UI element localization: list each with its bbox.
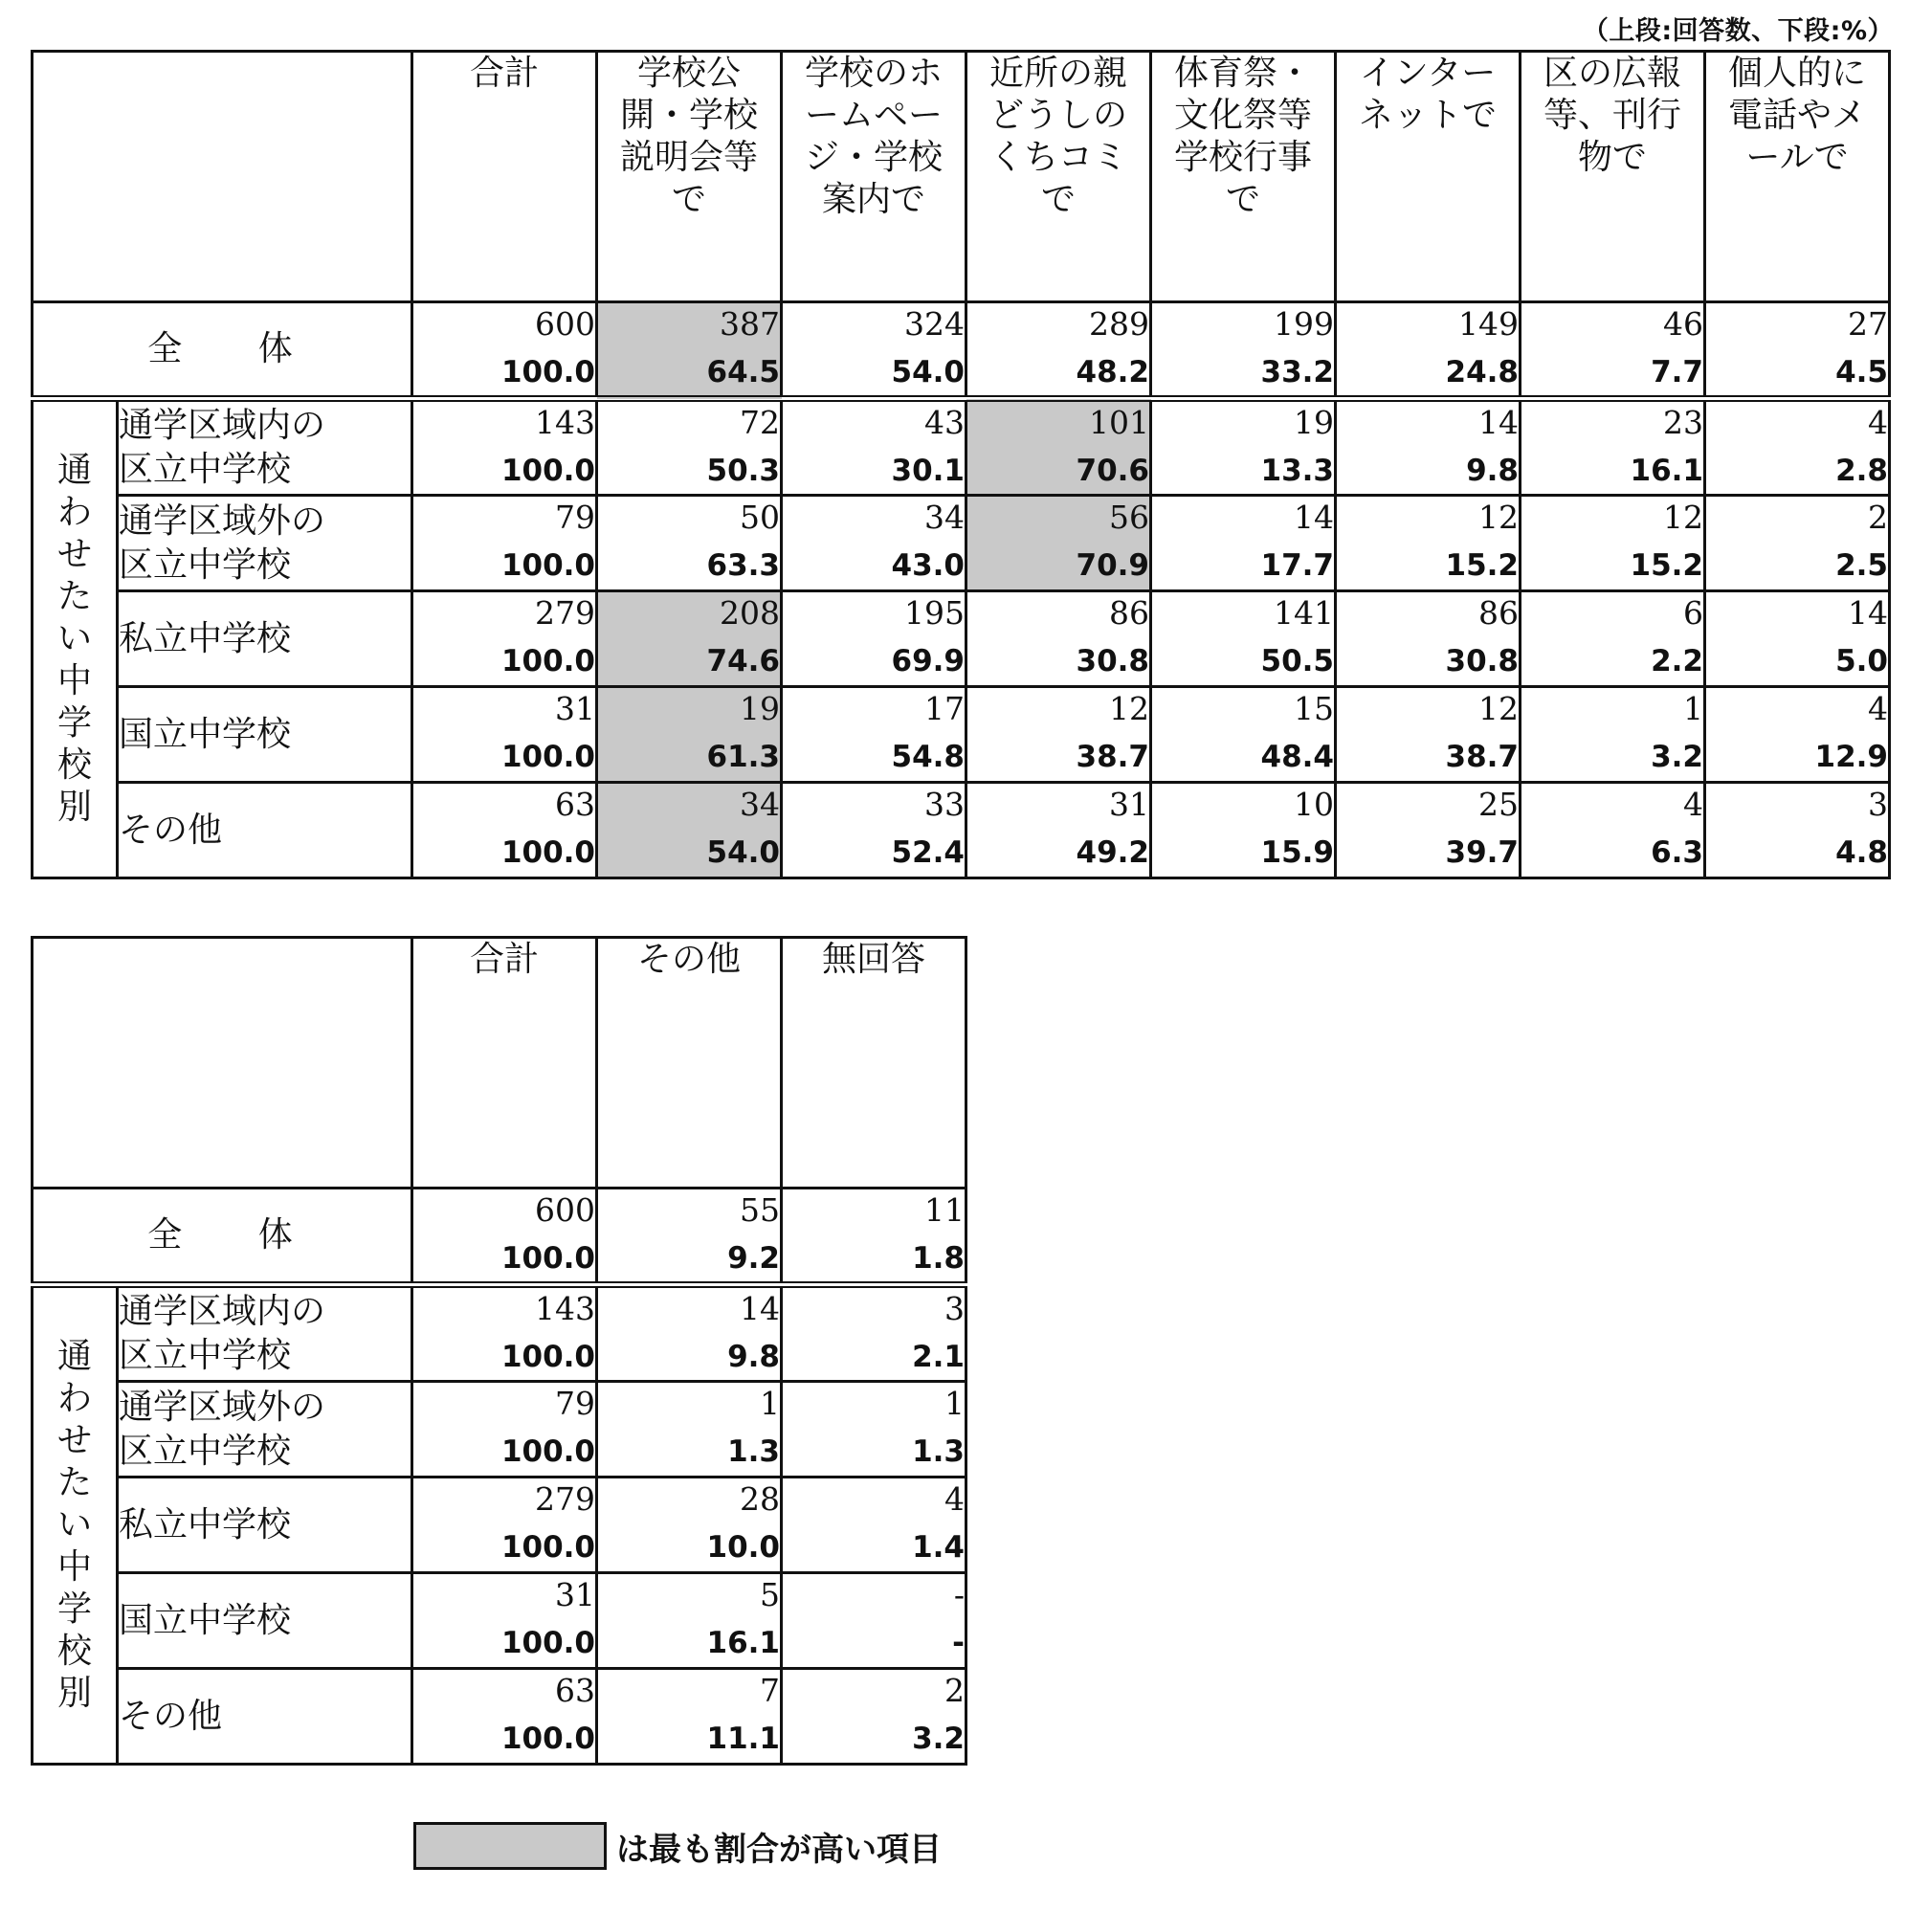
percent-value: 30.8 — [1445, 644, 1519, 678]
data-cell — [1336, 399, 1521, 496]
data-cell — [1521, 302, 1705, 399]
row-label-line: 区立中学校 — [119, 450, 292, 489]
percent-value: 24.8 — [1445, 355, 1519, 389]
percent-value: 64.5 — [706, 355, 780, 389]
count-value: 279 — [535, 594, 595, 632]
percent-value: 13.3 — [1260, 454, 1334, 488]
row-group-char: 別 — [56, 788, 92, 827]
row-label — [118, 496, 412, 591]
data-cell — [966, 783, 1151, 878]
survey-table-others — [31, 936, 967, 1766]
table-row — [33, 783, 1890, 878]
count-value: 3 — [1868, 786, 1888, 823]
data-cell — [597, 302, 782, 399]
data-cell — [1151, 687, 1336, 783]
count-value: 19 — [740, 690, 780, 727]
row-group-char: い — [56, 1505, 92, 1544]
column-header — [597, 52, 782, 302]
column-header-label: 区の広報等、刊行物で — [1543, 54, 1681, 177]
table-row — [33, 399, 1890, 496]
row-group-char: 学 — [56, 703, 92, 743]
count-value: 208 — [720, 594, 780, 632]
percent-value: 69.9 — [891, 644, 965, 678]
count-value: 12 — [1478, 690, 1519, 727]
data-cell — [782, 1382, 966, 1478]
count-value: 15 — [1294, 690, 1334, 727]
data-cell — [1151, 496, 1336, 591]
percent-value: 16.1 — [1630, 454, 1703, 488]
data-cell — [1521, 496, 1705, 591]
count-value: 4 — [1868, 690, 1888, 727]
row-group-label — [33, 1285, 118, 1765]
count-value: 79 — [555, 1385, 595, 1422]
column-header — [966, 52, 1151, 302]
row-group-char: わ — [56, 1379, 92, 1418]
row-group-char: わ — [56, 493, 92, 532]
row-label — [118, 1669, 412, 1765]
column-header-label: 近所の親どうしのくちコミで — [988, 54, 1127, 219]
percent-value: 100.0 — [500, 1722, 595, 1756]
total-row — [33, 1189, 966, 1285]
data-cell — [782, 496, 966, 591]
legend — [413, 1822, 942, 1870]
percent-value: 48.2 — [1076, 355, 1149, 389]
percent-value: 50.3 — [706, 454, 780, 488]
count-value: 600 — [535, 1191, 595, 1229]
row-group-char: 中 — [56, 1547, 92, 1587]
count-value: 86 — [1478, 594, 1519, 632]
count-value: 1 — [944, 1385, 965, 1422]
count-value: 12 — [1109, 690, 1149, 727]
data-cell — [412, 1285, 597, 1382]
data-cell — [1151, 399, 1336, 496]
count-value: 10 — [1294, 786, 1334, 823]
percent-value: 2.5 — [1835, 548, 1888, 583]
count-value: 600 — [535, 305, 595, 343]
header-row — [33, 52, 1890, 302]
percent-value: 100.0 — [500, 1530, 595, 1565]
count-value: 1 — [1683, 690, 1703, 727]
count-value: 31 — [1109, 786, 1149, 823]
percent-value: 11.1 — [706, 1722, 780, 1756]
column-header-label: 学校公開・学校説明会等で — [619, 54, 758, 219]
row-label-line: 通学区域内の — [119, 1292, 326, 1331]
count-value: 11 — [924, 1191, 965, 1229]
percent-value: 74.6 — [706, 644, 780, 678]
row-group-char: た — [56, 1463, 92, 1502]
row-label-line: 国立中学校 — [119, 714, 292, 754]
column-header — [782, 938, 966, 1189]
count-value: 195 — [904, 594, 965, 632]
row-group-label — [33, 399, 118, 878]
column-header-label: 体育祭・文化祭等学校行事で — [1173, 54, 1312, 219]
percent-value: 100.0 — [500, 1626, 595, 1660]
data-cell — [1151, 783, 1336, 878]
data-cell — [1705, 783, 1890, 878]
corner-cell — [33, 938, 412, 1189]
percent-value: 17.7 — [1260, 548, 1334, 583]
count-value: 4 — [1683, 786, 1703, 823]
percent-value: 16.1 — [706, 1626, 780, 1660]
percent-value: 2.1 — [912, 1340, 965, 1374]
data-cell — [782, 1669, 966, 1765]
count-value: 387 — [720, 305, 780, 343]
row-group-char: 通 — [56, 451, 92, 490]
column-header-label: 無回答 — [821, 940, 925, 979]
data-cell — [966, 302, 1151, 399]
count-value: 2 — [1868, 499, 1888, 536]
data-cell — [1521, 687, 1705, 783]
percent-value: 70.6 — [1076, 454, 1149, 488]
data-cell — [1521, 591, 1705, 687]
count-value: 1 — [760, 1385, 780, 1422]
percent-value: 1.8 — [912, 1241, 965, 1276]
table-row — [33, 1382, 966, 1478]
percent-value: 2.8 — [1835, 454, 1888, 488]
count-value: - — [953, 1576, 965, 1613]
data-cell — [597, 1573, 782, 1669]
percent-value: 54.8 — [891, 740, 965, 774]
count-value: 55 — [740, 1191, 780, 1229]
data-cell — [1705, 591, 1890, 687]
row-label-total: 全 体 — [33, 302, 412, 399]
percent-value: 15.9 — [1260, 835, 1334, 870]
count-value: 279 — [535, 1480, 595, 1518]
data-cell — [597, 399, 782, 496]
percent-value: 100.0 — [500, 548, 595, 583]
header-row — [33, 938, 966, 1189]
percent-value: 6.3 — [1651, 835, 1703, 870]
table-row — [33, 591, 1890, 687]
data-cell — [1705, 496, 1890, 591]
row-label — [118, 591, 412, 687]
row-label-line: 国立中学校 — [119, 1600, 292, 1640]
percent-value: 54.0 — [891, 355, 965, 389]
table-row — [33, 1285, 966, 1382]
count-value: 72 — [740, 404, 780, 441]
column-header — [1336, 52, 1521, 302]
row-group-char: 校 — [56, 745, 92, 785]
legend-text: は最も割合が高い項目 — [616, 1830, 942, 1869]
percent-value: 9.8 — [1466, 454, 1519, 488]
data-cell — [1705, 687, 1890, 783]
data-cell — [1521, 399, 1705, 496]
count-value: 19 — [1294, 404, 1334, 441]
data-cell — [1336, 591, 1521, 687]
row-group-char: せ — [56, 1421, 92, 1460]
row-group-char: た — [56, 577, 92, 616]
count-value: 14 — [1294, 499, 1334, 536]
data-cell — [966, 687, 1151, 783]
count-value: 199 — [1274, 305, 1334, 343]
percent-value: 100.0 — [500, 835, 595, 870]
data-cell — [782, 1189, 966, 1285]
count-value: 289 — [1089, 305, 1149, 343]
count-value: 4 — [944, 1480, 965, 1518]
column-header — [1151, 52, 1336, 302]
row-label-line: 通学区域外の — [119, 500, 326, 541]
row-group-char: 中 — [56, 661, 92, 700]
column-header — [597, 938, 782, 1189]
percent-value: 100.0 — [500, 355, 595, 389]
count-value: 141 — [1274, 594, 1334, 632]
percent-value: 9.8 — [727, 1340, 780, 1374]
count-value: 43 — [924, 404, 965, 441]
percent-value: 50.5 — [1260, 644, 1334, 678]
data-cell — [1521, 783, 1705, 878]
row-group-char: 校 — [56, 1632, 92, 1671]
data-cell — [1151, 302, 1336, 399]
count-value: 14 — [1848, 594, 1888, 632]
column-header-label: 合計 — [469, 940, 539, 979]
count-value: 7 — [760, 1672, 780, 1709]
percent-value: 52.4 — [891, 835, 965, 870]
unit-note: （上段:回答数、下段:%） — [1582, 16, 1894, 46]
corner-cell — [33, 52, 412, 302]
count-value: 12 — [1663, 499, 1703, 536]
data-cell — [412, 1478, 597, 1573]
percent-value: 48.4 — [1260, 740, 1334, 774]
count-value: 31 — [555, 1576, 595, 1613]
count-value: 86 — [1109, 594, 1149, 632]
row-label-line: 通学区域外の — [119, 1387, 326, 1427]
data-cell — [597, 783, 782, 878]
percent-value: 1.3 — [912, 1434, 965, 1469]
row-group-char: 学 — [56, 1589, 92, 1629]
count-value: 14 — [1478, 404, 1519, 441]
data-cell — [597, 1285, 782, 1382]
row-group-char: せ — [56, 535, 92, 574]
data-cell — [412, 1189, 597, 1285]
data-cell — [966, 399, 1151, 496]
row-label-line: 区立中学校 — [119, 1431, 292, 1471]
column-header — [782, 52, 966, 302]
data-cell — [597, 1478, 782, 1573]
data-cell — [412, 302, 597, 399]
column-header — [1521, 52, 1705, 302]
percent-value: 39.7 — [1445, 835, 1519, 870]
data-cell — [412, 687, 597, 783]
row-label — [118, 1573, 412, 1669]
data-cell — [1705, 399, 1890, 496]
data-cell — [966, 591, 1151, 687]
total-row — [33, 302, 1890, 399]
row-label — [118, 399, 412, 496]
count-value: 12 — [1478, 499, 1519, 536]
data-cell — [782, 687, 966, 783]
data-cell — [597, 1669, 782, 1765]
count-value: 28 — [740, 1480, 780, 1518]
row-label — [118, 687, 412, 783]
count-value: 5 — [760, 1576, 780, 1613]
percent-value: 2.2 — [1651, 644, 1703, 678]
data-cell — [597, 687, 782, 783]
row-label-line: 私立中学校 — [119, 618, 292, 658]
data-cell — [412, 1382, 597, 1478]
percent-value: 100.0 — [500, 644, 595, 678]
row-group-char: 通 — [56, 1337, 92, 1376]
data-cell — [412, 1573, 597, 1669]
row-label-total: 全 体 — [33, 1189, 412, 1285]
percent-value: 38.7 — [1076, 740, 1149, 774]
count-value: 324 — [904, 305, 965, 343]
count-value: 27 — [1848, 305, 1888, 343]
column-header-label: 合計 — [469, 54, 539, 93]
percent-value: 3.2 — [1651, 740, 1703, 774]
data-cell — [412, 783, 597, 878]
count-value: 14 — [740, 1290, 780, 1327]
percent-value: 10.0 — [706, 1530, 780, 1565]
data-cell — [782, 783, 966, 878]
percent-value: 70.9 — [1076, 548, 1149, 583]
count-value: 63 — [555, 786, 595, 823]
data-cell — [966, 496, 1151, 591]
percent-value: 38.7 — [1445, 740, 1519, 774]
count-value: 25 — [1478, 786, 1519, 823]
percent-value: 12.9 — [1814, 740, 1888, 774]
data-cell — [782, 1573, 966, 1669]
data-cell — [597, 1189, 782, 1285]
data-cell — [1336, 302, 1521, 399]
row-label-line: 私立中学校 — [119, 1504, 292, 1544]
count-value: 143 — [535, 1290, 595, 1327]
percent-value: 1.3 — [727, 1434, 780, 1469]
column-header-label: 個人的に電話やメールで — [1727, 54, 1866, 177]
column-header — [412, 52, 597, 302]
legend-swatch — [413, 1822, 607, 1870]
percent-value: 15.2 — [1445, 548, 1519, 583]
count-value: 46 — [1663, 305, 1703, 343]
percent-value: 49.2 — [1076, 835, 1149, 870]
count-value: 4 — [1868, 404, 1888, 441]
count-value: 23 — [1663, 404, 1703, 441]
column-header — [412, 938, 597, 1189]
percent-value: 100.0 — [500, 1434, 595, 1469]
percent-value: 30.8 — [1076, 644, 1149, 678]
count-value: 2 — [944, 1672, 965, 1709]
survey-table-main — [31, 50, 1891, 879]
row-label — [118, 1382, 412, 1478]
count-value: 56 — [1109, 499, 1149, 536]
data-cell — [412, 591, 597, 687]
column-header-label: 学校のホームページ・学校案内で — [804, 54, 943, 219]
count-value: 33 — [924, 786, 965, 823]
percent-value: 7.7 — [1651, 355, 1703, 389]
count-value: 31 — [555, 690, 595, 727]
percent-value: 100.0 — [500, 1241, 595, 1276]
count-value: 63 — [555, 1672, 595, 1709]
count-value: 101 — [1089, 404, 1149, 441]
column-header — [1705, 52, 1890, 302]
table-row — [33, 1478, 966, 1573]
table-row — [33, 687, 1890, 783]
percent-value: 15.2 — [1630, 548, 1703, 583]
count-value: 143 — [535, 404, 595, 441]
percent-value: 63.3 — [706, 548, 780, 583]
data-cell — [597, 496, 782, 591]
row-group-char: 別 — [56, 1674, 92, 1713]
data-cell — [782, 591, 966, 687]
row-group-char: い — [56, 619, 92, 658]
table-row — [33, 1573, 966, 1669]
data-cell — [782, 399, 966, 496]
row-label-line: 区立中学校 — [119, 544, 292, 585]
data-cell — [412, 1669, 597, 1765]
count-value: 34 — [740, 786, 780, 823]
data-cell — [782, 1478, 966, 1573]
data-cell — [412, 496, 597, 591]
count-value: 149 — [1458, 305, 1519, 343]
percent-value: - — [952, 1626, 965, 1660]
percent-value: 100.0 — [500, 740, 595, 774]
row-label-line: その他 — [119, 1696, 223, 1736]
percent-value: 61.3 — [706, 740, 780, 774]
percent-value: 54.0 — [706, 835, 780, 870]
data-cell — [782, 1285, 966, 1382]
data-cell — [1336, 687, 1521, 783]
count-value: 3 — [944, 1290, 965, 1327]
row-label-line: 通学区域内の — [119, 406, 326, 445]
percent-value: 30.1 — [891, 454, 965, 488]
percent-value: 3.2 — [912, 1722, 965, 1756]
data-cell — [1151, 591, 1336, 687]
percent-value: 4.5 — [1835, 355, 1888, 389]
percent-value: 5.0 — [1835, 644, 1888, 678]
row-label — [118, 1285, 412, 1382]
row-label-line: その他 — [119, 810, 223, 850]
percent-value: 100.0 — [500, 454, 595, 488]
percent-value: 9.2 — [727, 1241, 780, 1276]
table-row — [33, 496, 1890, 591]
count-value: 6 — [1683, 594, 1703, 632]
percent-value: 1.4 — [912, 1530, 965, 1565]
count-value: 50 — [740, 499, 780, 536]
data-cell — [597, 591, 782, 687]
table-row — [33, 1669, 966, 1765]
data-cell — [412, 399, 597, 496]
count-value: 34 — [924, 499, 965, 536]
row-label — [118, 783, 412, 878]
data-cell — [1336, 496, 1521, 591]
column-header-label: その他 — [636, 940, 741, 979]
percent-value: 43.0 — [891, 548, 965, 583]
count-value: 79 — [555, 499, 595, 536]
column-header-label: インターネットで — [1358, 54, 1497, 135]
row-label-line: 区立中学校 — [119, 1336, 292, 1375]
percent-value: 4.8 — [1835, 835, 1888, 870]
data-cell — [1705, 302, 1890, 399]
data-cell — [1336, 783, 1521, 878]
percent-value: 33.2 — [1260, 355, 1334, 389]
count-value: 17 — [924, 690, 965, 727]
row-label — [118, 1478, 412, 1573]
percent-value: 100.0 — [500, 1340, 595, 1374]
data-cell — [597, 1382, 782, 1478]
data-cell — [782, 302, 966, 399]
